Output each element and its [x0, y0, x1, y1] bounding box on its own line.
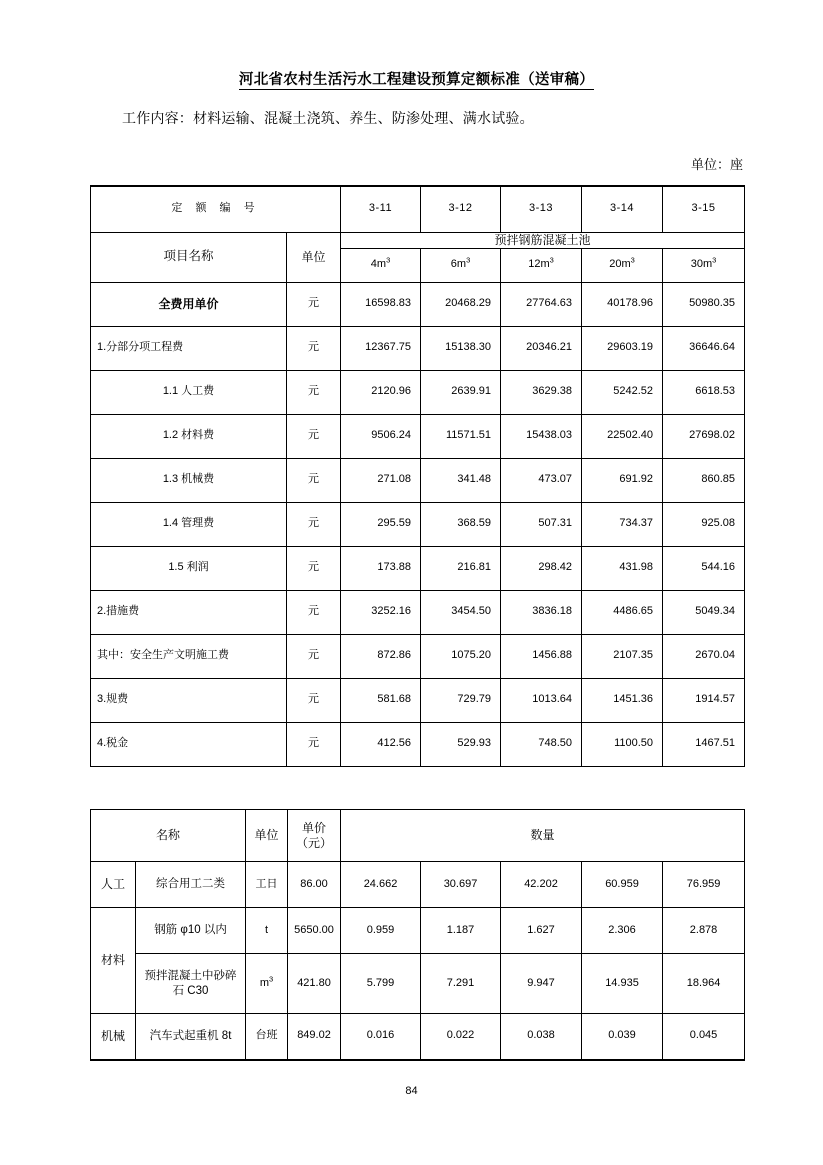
row-label: 1.3 机械费 [91, 458, 287, 502]
row-value: 16598.83 [341, 282, 421, 326]
resource-quantity: 14.935 [582, 954, 663, 1014]
row-value: 22502.40 [582, 414, 663, 458]
table-row-resource-header [91, 810, 745, 862]
row-value: 581.68 [341, 678, 421, 722]
resource-quantity: 0.959 [341, 908, 421, 954]
row-value: 729.79 [421, 678, 501, 722]
row-value: 216.81 [421, 546, 501, 590]
resource-category: 材料 [91, 908, 136, 1014]
row-value: 11571.51 [421, 414, 501, 458]
row-value: 50980.35 [663, 282, 745, 326]
spec-1: $4m^3$ [341, 248, 421, 282]
row-label: 3.规费 [91, 678, 287, 722]
row-value: 20468.29 [421, 282, 501, 326]
row-value: 1456.88 [501, 634, 582, 678]
row-value: 473.07 [501, 458, 582, 502]
resource-price-label: 单价 （元） [288, 810, 341, 862]
row-value: 173.88 [341, 546, 421, 590]
resource-quantity: 9.947 [501, 954, 582, 1014]
resource-quantity: 0.016 [341, 1014, 421, 1060]
resource-name: 钢筋 φ10 以内 [136, 908, 246, 954]
row-value: 40178.96 [582, 282, 663, 326]
resource-name-label: 名称 [91, 810, 246, 862]
spec-3: $12m^3$ [501, 248, 582, 282]
row-unit: 元 [287, 634, 341, 678]
table-row [91, 678, 745, 722]
resource-quantity: 7.291 [421, 954, 501, 1014]
table-row [91, 414, 745, 458]
row-unit: 元 [287, 458, 341, 502]
resource-quantity: 2.306 [582, 908, 663, 954]
quota-code-1: 3-11 [341, 186, 421, 232]
resource-quantity: 1.627 [501, 908, 582, 954]
resource-quantity: 60.959 [582, 862, 663, 908]
resource-category: 人工 [91, 862, 136, 908]
resource-name: 预拌混凝土中砂碎 石 C30 [136, 954, 246, 1014]
table-row [91, 458, 745, 502]
resource-quantity: 2.878 [663, 908, 745, 954]
resource-quantity: 1.187 [421, 908, 501, 954]
quota-code-5: 3-15 [663, 186, 745, 232]
row-label: 4.税金 [91, 722, 287, 766]
resource-name: 综合用工二类 [136, 862, 246, 908]
row-label: 全费用单价 [91, 282, 287, 326]
row-value: 1100.50 [582, 722, 663, 766]
resource-unit: $m^3$ [246, 954, 288, 1014]
work-content-line: 工作内容：材料运输、混凝土浇筑、养生、防渗处理、满水试验。 [122, 110, 534, 126]
spec-5: $30m^3$ [663, 248, 745, 282]
resource-unit-label: 单位 [246, 810, 288, 862]
item-name-label: 项目名称 [91, 232, 287, 282]
row-value: 3252.16 [341, 590, 421, 634]
quota-code-4: 3-14 [582, 186, 663, 232]
resource-quantity-label: 数量 [341, 810, 745, 862]
page-title-text: 河北省农村生活污水工程建设预算定额标准（送审稿） [238, 72, 595, 88]
resource-quantity: 5.799 [341, 954, 421, 1014]
row-value: 734.37 [582, 502, 663, 546]
row-value: 27698.02 [663, 414, 745, 458]
row-value: 15138.30 [421, 326, 501, 370]
resource-quantity: 30.697 [421, 862, 501, 908]
page-title [90, 68, 743, 89]
quota-code-2: 3-12 [421, 186, 501, 232]
row-value: 1013.64 [501, 678, 582, 722]
row-value: 2670.04 [663, 634, 745, 678]
row-value: 2120.96 [341, 370, 421, 414]
page-number: 84 [405, 1085, 418, 1097]
resource-quantity: 0.038 [501, 1014, 582, 1060]
table-row [91, 546, 745, 590]
row-value: 748.50 [501, 722, 582, 766]
resource-unit: t [246, 908, 288, 954]
row-label: 1.分部分项工程费 [91, 326, 287, 370]
table-row [91, 862, 745, 908]
row-value: 5049.34 [663, 590, 745, 634]
row-value: 1075.20 [421, 634, 501, 678]
resource-price: 849.02 [288, 1014, 341, 1060]
spec-4: $20m^3$ [582, 248, 663, 282]
row-unit: 元 [287, 370, 341, 414]
row-value: 271.08 [341, 458, 421, 502]
row-value: 3836.18 [501, 590, 582, 634]
resource-name: 汽车式起重机 8t [136, 1014, 246, 1060]
row-unit: 元 [287, 326, 341, 370]
resource-quantity: 0.022 [421, 1014, 501, 1060]
row-value: 3629.38 [501, 370, 582, 414]
spec-2: $6m^3$ [421, 248, 501, 282]
group-label: 预拌钢筋混凝土池 [341, 232, 745, 248]
resource-quantity: 18.964 [663, 954, 745, 1014]
row-value: 36646.64 [663, 326, 745, 370]
row-value: 2107.35 [582, 634, 663, 678]
row-unit: 元 [287, 414, 341, 458]
row-label: 其中：安全生产文明施工费 [91, 634, 287, 678]
row-value: 691.92 [582, 458, 663, 502]
row-unit: 元 [287, 502, 341, 546]
resource-quantity: 76.959 [663, 862, 745, 908]
table-row-quota-code [91, 186, 745, 232]
row-value: 1467.51 [663, 722, 745, 766]
row-value: 295.59 [341, 502, 421, 546]
quota-code-3: 3-13 [501, 186, 582, 232]
table-row [91, 590, 745, 634]
row-value: 5242.52 [582, 370, 663, 414]
resource-quantity: 24.662 [341, 862, 421, 908]
table-row [91, 722, 745, 766]
row-value: 412.56 [341, 722, 421, 766]
row-value: 368.59 [421, 502, 501, 546]
row-label: 2.措施费 [91, 590, 287, 634]
row-value: 3454.50 [421, 590, 501, 634]
resource-price: 421.80 [288, 954, 341, 1014]
resource-consumption-table [90, 809, 745, 1061]
row-value: 6618.53 [663, 370, 745, 414]
table-row [91, 1014, 745, 1060]
table-row [91, 954, 745, 1014]
row-value: 529.93 [421, 722, 501, 766]
row-value: 20346.21 [501, 326, 582, 370]
row-label: 1.5 利润 [91, 546, 287, 590]
unit-note: 单位：座 [690, 157, 743, 172]
row-value: 1451.36 [582, 678, 663, 722]
cost-breakdown-table [90, 185, 745, 767]
row-unit: 元 [287, 590, 341, 634]
unit-column-label: 单位 [287, 232, 341, 282]
row-label: 1.1 人工费 [91, 370, 287, 414]
row-value: 298.42 [501, 546, 582, 590]
row-value: 9506.24 [341, 414, 421, 458]
table-row [91, 634, 745, 678]
row-unit: 元 [287, 722, 341, 766]
table-row [91, 282, 745, 326]
table-row [91, 370, 745, 414]
resource-quantity: 0.045 [663, 1014, 745, 1060]
table-row-group-title [91, 232, 745, 248]
table-row [91, 502, 745, 546]
row-unit: 元 [287, 282, 341, 326]
row-value: 29603.19 [582, 326, 663, 370]
row-value: 507.31 [501, 502, 582, 546]
resource-quantity: 42.202 [501, 862, 582, 908]
table-row [91, 908, 745, 954]
resource-quantity: 0.039 [582, 1014, 663, 1060]
row-label: 1.4 管理费 [91, 502, 287, 546]
quota-code-label: 定 额 编 号 [91, 186, 341, 232]
table-row [91, 326, 745, 370]
row-value: 12367.75 [341, 326, 421, 370]
resource-unit: 工日 [246, 862, 288, 908]
row-value: 431.98 [582, 546, 663, 590]
resource-price: 5650.00 [288, 908, 341, 954]
resource-price: 86.00 [288, 862, 341, 908]
row-value: 4486.65 [582, 590, 663, 634]
row-value: 544.16 [663, 546, 745, 590]
row-value: 2639.91 [421, 370, 501, 414]
row-value: 925.08 [663, 502, 745, 546]
resource-unit: 台班 [246, 1014, 288, 1060]
row-value: 27764.63 [501, 282, 582, 326]
row-label: 1.2 材料费 [91, 414, 287, 458]
row-value: 1914.57 [663, 678, 745, 722]
row-value: 872.86 [341, 634, 421, 678]
row-unit: 元 [287, 546, 341, 590]
row-value: 15438.03 [501, 414, 582, 458]
row-value: 341.48 [421, 458, 501, 502]
resource-category: 机械 [91, 1014, 136, 1060]
row-unit: 元 [287, 678, 341, 722]
row-value: 860.85 [663, 458, 745, 502]
